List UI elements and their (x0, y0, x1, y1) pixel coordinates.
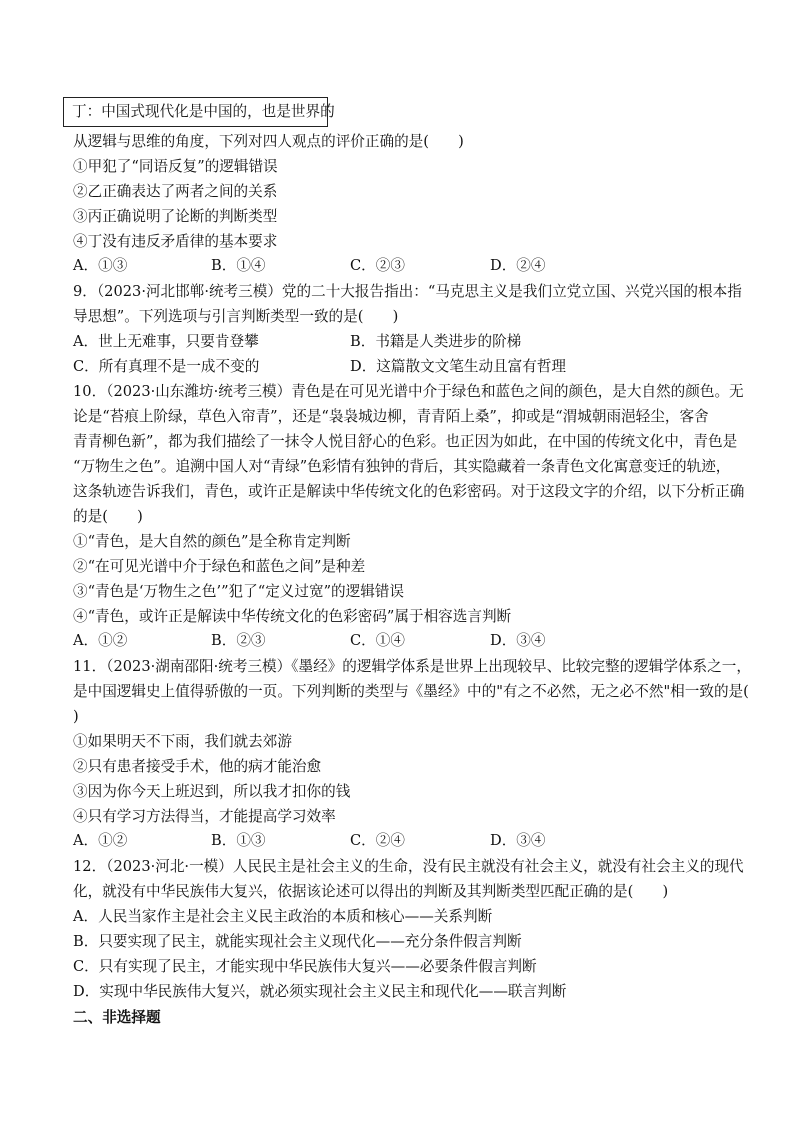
q12-stem-line-2: 化，就没有中华民族伟大复兴，依据该论述可以得出的判断及其判断类型匹配正确的是( ) (73, 883, 669, 900)
q10-stem-line-3: 青青柳色新”，都为我们描绘了一抹令人悦目舒心的色彩。也正因为如此，在中国的传统文化中，青色是 (73, 433, 738, 450)
q12-option-d[interactable]: D．实现中华民族伟大复兴，就必须实现社会主义民主和现代化——联言判断 (73, 983, 567, 1000)
q11-stem-line-2: 是中国逻辑史上值得骄傲的一页。下列判断的类型与《墨经》中的"有之不必然，无之必不然"相一致的是( (73, 683, 749, 700)
q10-stem-line-4: “万物生之色”。追溯中国人对“青绿”色彩情有独钟的背后，其实隐藏着一条青色文化寓意变迁的轨迹， (73, 458, 731, 475)
q10-item-4: ④“青色，或许正是解读中华传统文化的色彩密码”属于相容选言判断 (73, 608, 512, 625)
q12-stem-line-1: 12．（2023·河北·一模）人民民主是社会主义的生命，没有民主就没有社会主义，就没有社会主义的现代 (73, 858, 744, 875)
q10-stem-line-6: 的是( ) (73, 508, 143, 525)
q8-item-3: ③丙正确说明了论断的判断类型 (73, 208, 278, 225)
q11-stem-line-1: 11．（2023·湖南邵阳·统考三模）《墨经》的逻辑学体系是世界上出现较早、比较完整的逻辑学体系之一， (73, 658, 751, 675)
q9-option-b[interactable]: B．书籍是人类进步的阶梯 (350, 333, 522, 350)
q9-option-a[interactable]: A．世上无难事，只要肯登攀 (73, 333, 259, 350)
q11-option-a[interactable]: A．①② (73, 832, 128, 849)
q9-option-c[interactable]: C．所有真理不是一成不变的 (73, 358, 260, 375)
q11-stem-line-3: ) (73, 708, 79, 725)
q9-stem-line-1: 9．（2023·河北邯郸·统考三模）党的二十大报告指出：“马克思主义是我们立党立国、兴党兴国的根本指 (73, 283, 742, 300)
q11-option-b[interactable]: B．①③ (211, 832, 266, 849)
q8-option-c[interactable]: C．②③ (350, 257, 405, 274)
q10-option-a[interactable]: A．①② (73, 632, 128, 649)
q12-option-a[interactable]: A．人民当家作主是社会主义民主政治的本质和核心——关系判断 (73, 908, 493, 925)
q11-option-c[interactable]: C．②④ (350, 832, 405, 849)
q10-item-2: ②“在可见光谱中介于绿色和蓝色之间”是种差 (73, 558, 366, 575)
q8-item-4: ④丁没有违反矛盾律的基本要求 (73, 233, 278, 250)
q11-item-1: ①如果明天不下雨，我们就去郊游 (73, 733, 292, 750)
q11-option-d[interactable]: D．③④ (490, 832, 546, 849)
q12-option-b[interactable]: B．只要实现了民主，就能实现社会主义现代化——充分条件假言判断 (73, 933, 522, 950)
q8-stem: 从逻辑与思维的角度，下列对四人观点的评价正确的是( ) (73, 133, 464, 150)
q10-stem-line-2: 论是“苔痕上阶绿，草色入帘青”，还是“袅袅城边柳，青青陌上桑”，抑或是“渭城朝雨浥轻尘，客舍 (73, 408, 709, 425)
quote-box-text: 丁：中国式现代化是中国的，也是世界的 (72, 103, 335, 120)
q8-option-b[interactable]: B．①④ (211, 257, 266, 274)
quote-box (63, 97, 335, 127)
q11-item-2: ②只有患者接受手术，他的病才能治愈 (73, 758, 322, 775)
q10-item-3: ③“青色是‘万物生之色’”犯了“定义过宽”的逻辑错误 (73, 583, 404, 600)
q10-item-1: ①“青色，是大自然的颜色”是全称肯定判断 (73, 533, 351, 550)
q12-option-c[interactable]: C．只有实现了民主，才能实现中华民族伟大复兴——必要条件假言判断 (73, 958, 537, 975)
q9-option-d[interactable]: D．这篇散文文笔生动且富有哲理 (350, 358, 567, 375)
q10-option-b[interactable]: B．②③ (211, 632, 266, 649)
q8-option-d[interactable]: D．②④ (490, 257, 546, 274)
q9-stem-line-2: 导思想”。下列选项与引言判断类型一致的是( ) (73, 308, 399, 325)
q8-item-2: ②乙正确表达了两者之间的关系 (73, 183, 278, 200)
q10-stem-line-5: 这条轨迹告诉我们，青色，或许正是解读中华传统文化的色彩密码。对于这段文字的介绍，以下分析正确 (73, 483, 745, 500)
q10-option-c[interactable]: C．①④ (350, 632, 405, 649)
q8-item-1: ①甲犯了“同语反复”的逻辑错误 (73, 158, 278, 175)
q10-stem-line-1: 10．（2023·山东潍坊·统考三模）青色是在可见光谱中介于绿色和蓝色之间的颜色，是大自然的颜色。无 (73, 383, 744, 400)
q11-item-4: ④只有学习方法得当，才能提高学习效率 (73, 808, 336, 825)
q11-item-3: ③因为你今天上班迟到，所以我才扣你的钱 (73, 783, 351, 800)
q8-option-a[interactable]: A．①③ (73, 257, 128, 274)
q10-option-d[interactable]: D．③④ (490, 632, 546, 649)
section-title: 二、非选择题 (73, 1009, 161, 1026)
